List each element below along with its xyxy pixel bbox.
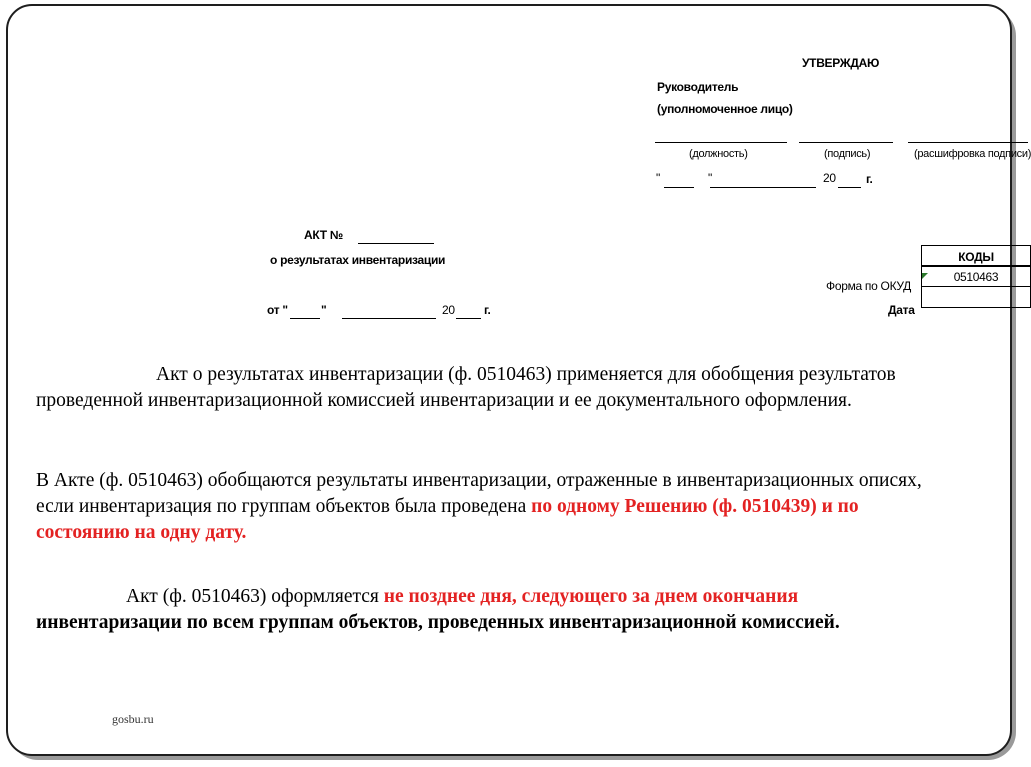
- from-year-suffix: г.: [484, 303, 491, 317]
- from-month-line: [342, 318, 436, 319]
- paragraph-3: [36, 584, 936, 636]
- paragraph-3-highlight: не позднее дня, следующего за днем окончания: [383, 586, 799, 607]
- paragraph-2: [36, 468, 936, 546]
- codes-table: [921, 246, 1031, 308]
- from-year-line: [456, 318, 481, 319]
- approve-year-line: [838, 187, 861, 188]
- paragraph-3-bold: инвентаризации по всем группам объектов, проведенных инвентаризационной комиссией.: [36, 612, 840, 633]
- act-subject: о результатах инвентаризации: [270, 253, 446, 267]
- source-footer: gosbu.ru: [112, 712, 154, 726]
- okud-label: Форма по ОКУД: [826, 279, 912, 293]
- decode-line: [908, 142, 1028, 143]
- approve-date-quote-close: ": [708, 171, 712, 185]
- from-year-prefix: 20: [442, 303, 455, 317]
- approve-title: УТВЕРЖДАЮ: [802, 56, 880, 70]
- act-number-label: АКТ №: [304, 228, 343, 242]
- cell-comment-marker: [922, 273, 928, 279]
- date-value: [921, 286, 1031, 308]
- paragraph-1: Акт о результатах инвентаризации (ф. 0510463) применяется для обобщения результатов проведенной инвентаризационной комиссией инвентаризации и ее документального оформления.: [36, 364, 896, 411]
- position-caption: (должность): [689, 148, 748, 160]
- date-label: Дата: [888, 303, 915, 317]
- okud-value: 0510463: [921, 265, 1031, 287]
- signature-line: [799, 142, 893, 143]
- codes-header: КОДЫ: [921, 245, 1031, 267]
- slide-frame: [6, 4, 1031, 756]
- from-quote-close: ": [321, 303, 327, 317]
- approve-year-suffix: г.: [866, 172, 873, 186]
- from-label: от ": [267, 303, 288, 317]
- act-number-line: [358, 243, 434, 244]
- authorized-label: (уполномоченное лицо): [657, 102, 793, 116]
- head-label: Руководитель: [657, 80, 739, 94]
- approve-month-line: [710, 187, 816, 188]
- approve-year-prefix: 20: [823, 171, 836, 185]
- decode-caption: (расшифровка подписи): [914, 148, 1031, 160]
- paragraph-2-highlight: по одному Решению (ф. 0510439) и по состоянию на одну дату.: [36, 496, 859, 543]
- approve-day-line: [664, 187, 694, 188]
- from-day-line: [290, 318, 320, 319]
- act-form-header: [8, 6, 1031, 336]
- paragraph-2-text: В Акте (ф. 0510463) обобщаются результаты инвентаризации, отраженные в инвентаризационных описях, если инвентаризация по группам объектов была проведена: [36, 470, 922, 517]
- signature-caption: (подпись): [824, 148, 871, 160]
- approve-date-quote-open: ": [656, 171, 660, 185]
- position-line: [655, 142, 787, 143]
- paragraph-3-text: Акт (ф. 0510463) оформляется: [126, 586, 384, 607]
